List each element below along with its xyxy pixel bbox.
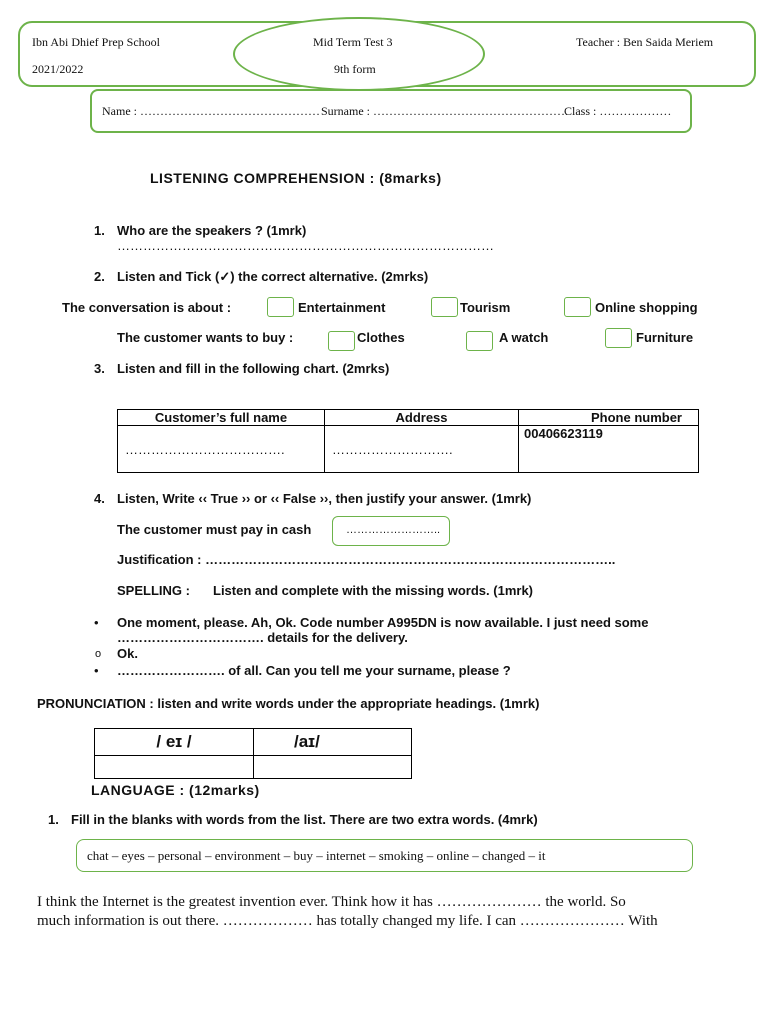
q3-text: Listen and fill in the following chart. (2mrks) (117, 361, 390, 376)
lang-q1-number: 1. (48, 812, 59, 827)
option-clothes: Clothes (357, 330, 405, 345)
chart-header-address: Address (325, 410, 519, 426)
checkbox-clothes[interactable] (328, 331, 355, 351)
passage-line-2: much information is out there. ……………… has totally changed my life. I can ………………… With (37, 913, 658, 929)
surname-field[interactable]: Surname : …………………………………………. (321, 104, 568, 118)
pronunciation-instruction: PRONUNCIATION : listen and write words under the appropriate headings. (1mrk) (37, 696, 540, 711)
heading-ei: / eɪ / (95, 729, 254, 756)
test-title-oval (233, 17, 485, 91)
passage-line-1: I think the Internet is the greatest invention ever. Think how it has ………………… the world. So (37, 894, 626, 910)
q1-number: 1. (94, 223, 105, 238)
spelling-label: SPELLING : (117, 583, 190, 598)
dialogue-line-3: Ok. (117, 646, 138, 661)
option-furniture: Furniture (636, 330, 694, 345)
word-list: chat – eyes – personal – environment – buy – internet – smoking – online – changed – it (87, 848, 546, 863)
option-watch: A watch (499, 330, 549, 345)
test-title: Mid Term Test 3 (313, 35, 393, 49)
q1-answer-line[interactable]: …………………………………………………………………………… (117, 238, 494, 253)
cell-ei-words[interactable] (95, 756, 254, 779)
lang-q1-text: Fill in the blanks with words from the list. There are two extra words. (4mrk) (71, 812, 538, 827)
language-title: LANGUAGE : (12marks) (91, 782, 260, 798)
q4-number: 4. (94, 491, 105, 506)
option-entertainment: Entertainment (298, 300, 386, 315)
bullet-3: • (94, 663, 99, 678)
form-level: 9th form (334, 62, 376, 76)
bullet-2: o (95, 648, 102, 660)
justification-line[interactable]: Justification : ………………………………………………………………………………….. (117, 552, 616, 567)
checkbox-online-shopping[interactable] (564, 297, 591, 317)
checkbox-furniture[interactable] (605, 328, 632, 348)
q1-text: Who are the speakers ? (1mrk) (117, 223, 307, 238)
class-field[interactable]: Class : ……………… (564, 104, 672, 118)
listening-title: LISTENING COMPREHENSION : (8marks) (150, 170, 442, 186)
chart-header-name: Customer’s full name (118, 410, 325, 426)
teacher-name: Teacher : Ben Saida Meriem (576, 35, 714, 49)
dialogue-line-2[interactable]: ……………………………. details for the delivery. (117, 630, 408, 645)
spelling-instruction: Listen and complete with the missing words. (1mrk) (213, 583, 533, 598)
bullet-1: • (94, 615, 99, 630)
about-label: The conversation is about : (62, 300, 232, 315)
q3-number: 3. (94, 361, 105, 376)
chart-cell-address[interactable]: ………………………. (325, 426, 519, 473)
dialogue-line-4[interactable]: ……………………. of all. Can you tell me your surname, please ? (117, 663, 511, 678)
checkbox-watch[interactable] (466, 331, 493, 351)
q4-statement: The customer must pay in cash (117, 522, 312, 537)
customer-chart (117, 409, 699, 473)
cell-ai-words[interactable] (254, 756, 412, 779)
heading-ai: /aɪ/ (254, 729, 412, 756)
school-name: Ibn Abi Dhief Prep School (32, 35, 160, 49)
name-field[interactable]: Name : ……………………………………… (102, 104, 320, 118)
checkbox-tourism[interactable] (431, 297, 458, 317)
dialogue-line-1: One moment, please. Ah, Ok. Code number A995DN is now available. I just need some (117, 615, 649, 630)
option-online-shopping: Online shopping (595, 300, 698, 315)
true-false-answer[interactable]: …………………….. (346, 524, 441, 536)
option-tourism: Tourism (460, 300, 511, 315)
chart-cell-name[interactable]: ………………………………. (118, 426, 325, 473)
q2-number: 2. (94, 269, 105, 284)
chart-header-phone: Phone number (519, 410, 699, 426)
buy-label: The customer wants to buy : (117, 330, 294, 345)
school-year: 2021/2022 (32, 62, 84, 76)
pronunciation-table (94, 728, 412, 779)
q2-text: Listen and Tick (✓) the correct alternative. (2mrks) (117, 269, 429, 284)
q4-text: Listen, Write ‹‹ True ›› or ‹‹ False ››, then justify your answer. (1mrk) (117, 491, 532, 506)
checkbox-entertainment[interactable] (267, 297, 294, 317)
chart-cell-phone: 00406623119 (519, 426, 699, 473)
